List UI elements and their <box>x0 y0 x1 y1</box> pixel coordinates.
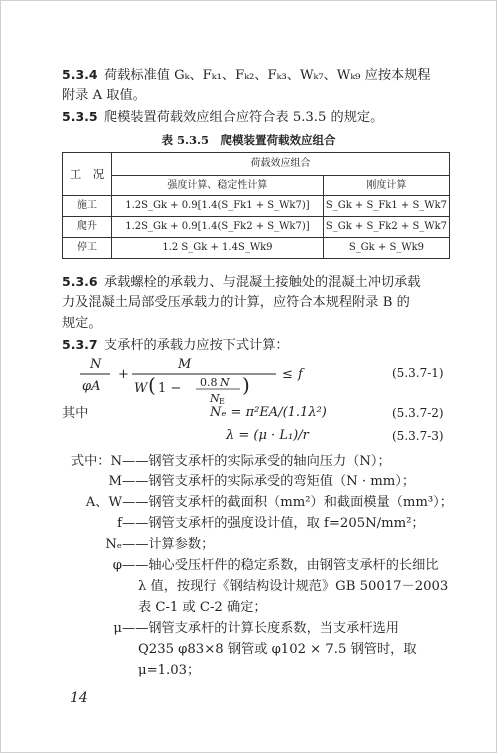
clause-number: 5.3.5 <box>62 109 98 124</box>
page-number: 14 <box>70 690 88 706</box>
table-caption: 表 5.3.5 爬模装置荷载效应组合 <box>161 133 336 147</box>
clause-5-3-6-line2: 力及混凝土局部受压承载力的计算，应符合本规程附录 B 的 <box>62 295 410 310</box>
clause-number: 5.3.6 <box>62 274 98 289</box>
def-symbol: A、W <box>85 495 122 510</box>
clause-5-3-4 <box>62 66 431 85</box>
header-strength: 强度计算、稳定性计算 <box>112 176 324 196</box>
svg-text:≤: ≤ <box>282 367 293 382</box>
row-label: 爬升 <box>63 217 112 238</box>
def-symbol: 式中：N <box>70 454 122 469</box>
def-item <box>62 515 425 533</box>
row-strength: 1.2S_Gk + 0.9[1.4(S_Fk2 + S_Wk7)] <box>112 217 324 238</box>
row-label: 施工 <box>63 196 112 217</box>
def-symbol: f <box>117 516 122 531</box>
clause-5-3-6 <box>62 273 421 292</box>
clause-text-line1: 荷载标准值 Gₖ、Fₖ₁、Fₖ₂、Fₖ₃、Wₖ₇、Wₖ₉ 应按本规程 <box>104 68 431 83</box>
def-text: ——钢管支承杆的计算长度系数，当支承杆选用 <box>122 621 399 636</box>
header-combination: 荷载效应组合 <box>112 153 450 176</box>
svg-text:M: M <box>178 357 192 372</box>
formula-number-2: (5.3.7-2) <box>392 406 444 420</box>
row-stiffness: S_Gk + S_Fk2 + S_Wk7 <box>323 217 449 238</box>
qizhong-label: 其中 <box>62 406 89 421</box>
clause-5-3-4-line2: 附录 A 取值。 <box>62 88 146 103</box>
clause-text: 支承杆的承载力应按下式计算： <box>104 338 289 353</box>
svg-text:): ) <box>242 373 250 397</box>
def-text: ——钢管支承杆的截面积（mm²）和截面模量（mm³）； <box>122 495 453 510</box>
clause-5-3-7 <box>62 336 289 355</box>
def-item <box>62 536 214 554</box>
clause-number: 5.3.7 <box>62 337 98 352</box>
svg-text:W: W <box>134 381 148 396</box>
header-stiffness: 刚度计算 <box>323 176 449 196</box>
svg-text:(: ( <box>148 373 156 397</box>
svg-text:N: N <box>220 376 230 389</box>
svg-text:N: N <box>210 392 220 405</box>
def-item <box>62 620 399 638</box>
clause-text-line1: 承载螺栓的承载力、与混凝土接触处的混凝土冲切承载 <box>104 275 421 290</box>
def-item <box>62 453 391 471</box>
svg-text:φA: φA <box>82 379 101 394</box>
clause-5-3-6-line3: 规定。 <box>62 316 102 331</box>
svg-text:0.8: 0.8 <box>200 376 218 389</box>
formula-5-3-7-3: λ = (μ · L₁)/r <box>226 428 309 443</box>
def-item <box>62 557 439 575</box>
def-symbol: μ <box>113 621 122 636</box>
def-text: ——钢管支承杆的实际承受的弯矩值（N · mm）； <box>122 474 416 489</box>
header-condition: 工 况 <box>63 153 112 196</box>
def-symbol: φ <box>112 558 122 573</box>
def-text: ——钢管支承杆的实际承受的轴向压力（N）； <box>122 454 391 469</box>
def-text: ——轴心受压杆件的稳定系数，由钢管支承杆的长细比 <box>122 558 439 573</box>
def-continuation: 表 C-1 或 C-2 确定； <box>138 600 267 615</box>
def-continuation: λ 值，按现行《钢结构设计规范》GB 50017－2003 <box>138 579 449 594</box>
load-combination-table <box>62 152 450 259</box>
row-label: 停工 <box>63 238 112 259</box>
svg-text:f: f <box>298 367 303 382</box>
def-item <box>62 473 415 491</box>
clause-5-3-5 <box>62 108 383 127</box>
def-text: ——计算参数； <box>122 537 215 552</box>
svg-text:1 −: 1 − <box>158 381 182 396</box>
row-strength: 1.2S_Gk + 0.9[1.4(S_Fk1 + S_Wk7)] <box>112 196 324 217</box>
def-symbol: Nₑ <box>105 537 122 552</box>
row-stiffness: S_Gk + S_Fk1 + S_Wk7 <box>323 196 449 217</box>
def-text: ——钢管支承杆的强度设计值，取 f=205N/mm²； <box>122 516 425 531</box>
svg-text:E: E <box>219 397 225 406</box>
row-strength: 1.2 S_Gk + 1.4S_Wk9 <box>112 238 324 259</box>
formula-5-3-7-1 <box>80 354 340 406</box>
svg-text:N: N <box>90 357 102 372</box>
def-continuation: μ=1.03； <box>138 663 201 678</box>
svg-text:+: + <box>118 367 129 382</box>
clause-number: 5.3.4 <box>62 67 98 82</box>
def-symbol: M <box>108 474 122 489</box>
row-stiffness: S_Gk + S_Wk9 <box>323 238 449 259</box>
formula-number-3: (5.3.7-3) <box>392 429 444 443</box>
formula-5-3-7-2: Nₑ = π²EA/(1.1λ²) <box>210 405 327 420</box>
formula-number-1: (5.3.7-1) <box>392 366 444 380</box>
def-item <box>62 494 453 512</box>
clause-text: 爬模装置荷载效应组合应符合表 5.3.5 的规定。 <box>104 110 384 125</box>
def-continuation: Q235 φ83×8 钢管或 φ102 × 7.5 钢管时，取 <box>138 642 417 657</box>
